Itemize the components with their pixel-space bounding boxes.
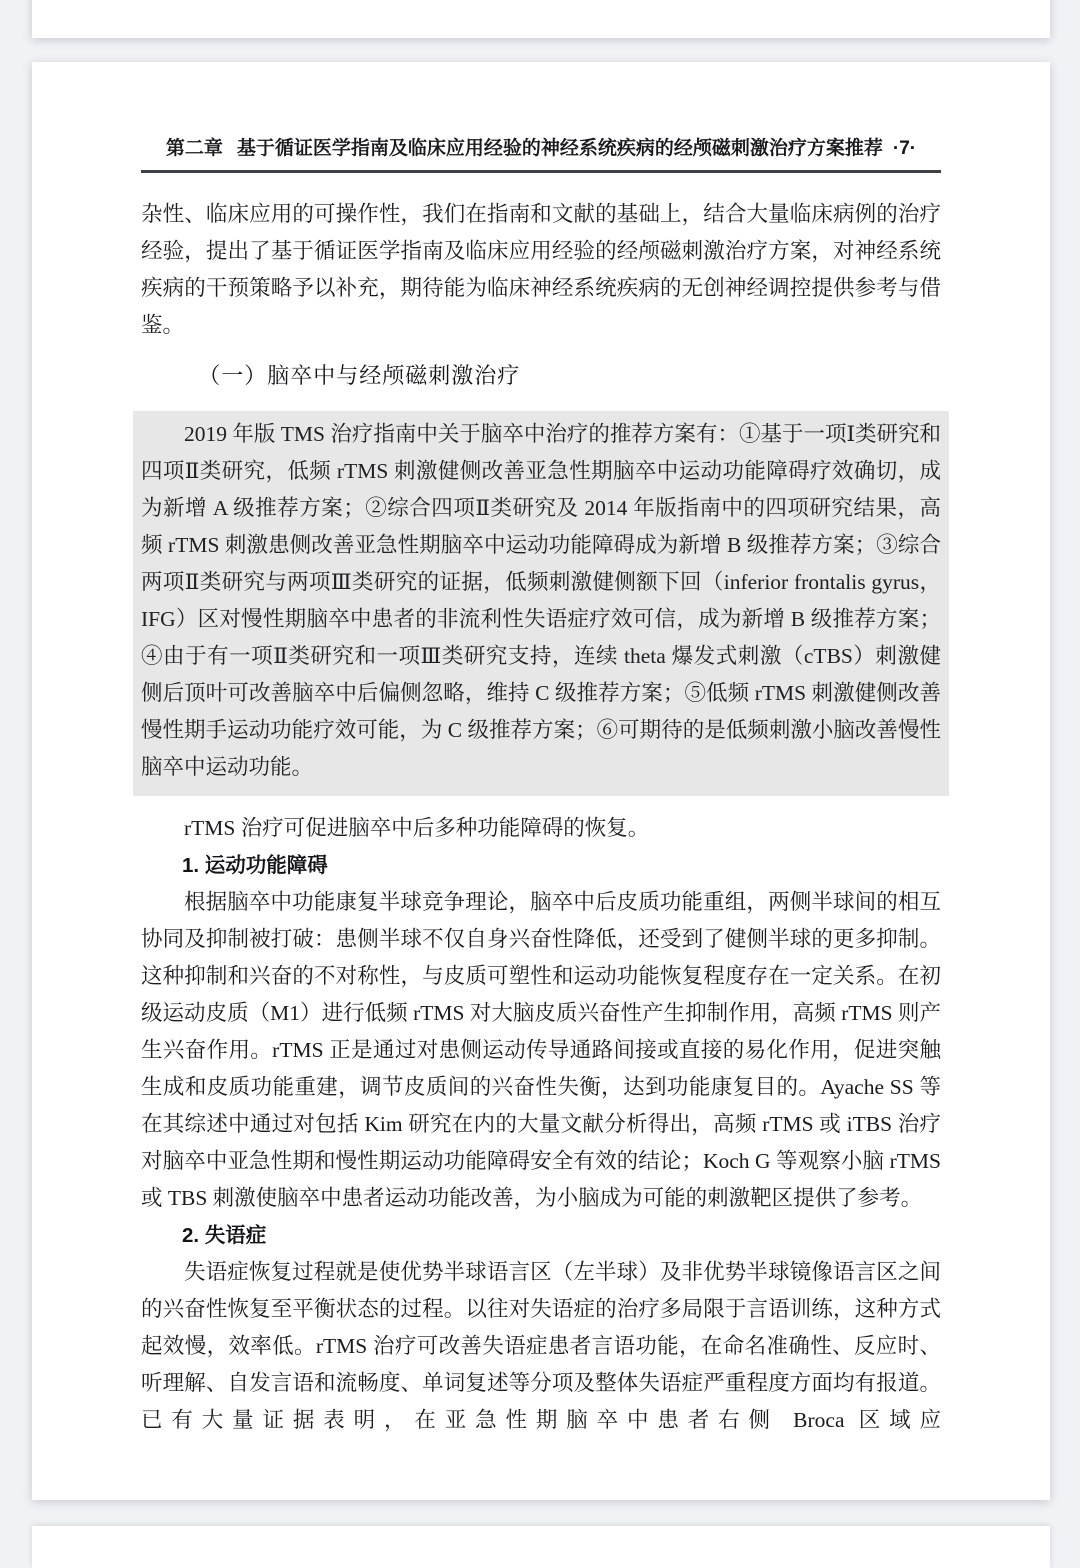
section-heading-stroke-tms: （一）脑卒中与经颅磁刺激治疗 xyxy=(198,363,521,388)
aphasia-heading: 2. 失语症 xyxy=(182,1224,267,1247)
page-number: ·7· xyxy=(892,138,917,159)
recommendation-highlight-box xyxy=(133,411,949,796)
page-content-column xyxy=(141,136,941,1439)
page-header xyxy=(141,136,941,162)
aphasia-paragraph: 失语症恢复过程就是使优势半球语言区（左半球）及非优势半球镜像语言区之间的兴奋性恢复至平衡状态的过程。以往对失语症的治疗多局限于言语训练，这种方式起效慢，效率低。rTMS 治疗可改善失语症患者言语功能，在命名准确性、反应时、听理解、自发言语和流畅度、单词复述等分项及整体失语症严重程度方面均有报道。已有大量证据表明，在亚急性期脑卒中患者右侧 Broca 区域应 xyxy=(141,1260,941,1432)
next-page-top-edge xyxy=(32,1526,1050,1568)
recommendation-text: 2019 年版 TMS 治疗指南中关于脑卒中治疗的推荐方案有：①基于一项Ⅰ类研究和四项Ⅱ类研究，低频 rTMS 刺激健侧改善亚急性期脑卒中运动功能障碍疗效确切，成为新增 A 级推荐方案；②综合四项Ⅱ类研究及 2014 年版指南中的四项研究结果，高频 rTMS 刺激患侧改善亚急性期脑卒中运动功能障碍成为新增 B 级推荐方案；③综合两项Ⅱ类研究与两项Ⅲ类研究的证据，低频刺激健侧额下回（inferior frontalis gyrus，IFG）区对慢性期脑卒中患者的非流利性失语症疗效可信，成为新增 B 级推荐方案；④由于有一项Ⅱ类研究和一项Ⅲ类研究支持，连续 theta 爆发式刺激（cTBS）刺激健侧后顶叶可改善脑卒中后偏侧忽略，维持 C 级推荐方案；⑤低频 rTMS 刺激健侧改善慢性期手运动功能疗效可能，为 C 级推荐方案；⑥可期待的是低频刺激小脑改善慢性脑卒中运动功能。 xyxy=(141,422,941,779)
current-page xyxy=(32,62,1050,1500)
intro-paragraph: 杂性、临床应用的可操作性，我们在指南和文献的基础上，结合大量临床病例的治疗经验，提出了基于循证医学指南及临床应用经验的经颅磁刺激治疗方案，对神经系统疾病的干预策略予以补充，期待能为临床神经系统疾病的无创神经调控提供参考与借鉴。 xyxy=(141,202,941,337)
chapter-title: 基于循证医学指南及临床应用经验的神经系统疾病的经颅磁刺激治疗方案推荐 xyxy=(236,138,883,159)
motor-function-heading: 1. 运动功能障碍 xyxy=(182,854,328,877)
rtms-recovery-paragraph: rTMS 治疗可促进脑卒中后多种功能障碍的恢复。 xyxy=(184,816,650,840)
previous-page-bottom-edge xyxy=(32,0,1050,38)
chapter-label: 第二章 xyxy=(165,138,223,159)
header-rule xyxy=(141,170,941,173)
motor-function-paragraph: 根据脑卒中功能康复半球竞争理论，脑卒中后皮质功能重组，两侧半球间的相互协同及抑制被打破：患侧半球不仅自身兴奋性降低，还受到了健侧半球的更多抑制。这种抑制和兴奋的不对称性，与皮质可塑性和运动功能恢复程度存在一定关系。在初级运动皮质（M1）进行低频 rTMS 对大脑皮质兴奋性产生抑制作用，高频 rTMS 则产生兴奋作用。rTMS 正是通过对患侧运动传导通路间接或直接的易化作用，促进突触生成和皮质功能重建，调节皮质间的兴奋性失衡，达到功能康复目的。Ayache SS 等在其综述中通过对包括 Kim 研究在内的大量文献分析得出，高频 rTMS 或 iTBS 治疗对脑卒中亚急性期和慢性期运动功能障碍安全有效的结论；Koch G 等观察小脑 rTMS 或 TBS 刺激使脑卒中患者运动功能改善，为小脑成为可能的刺激靶区提供了参考。 xyxy=(141,890,941,1210)
